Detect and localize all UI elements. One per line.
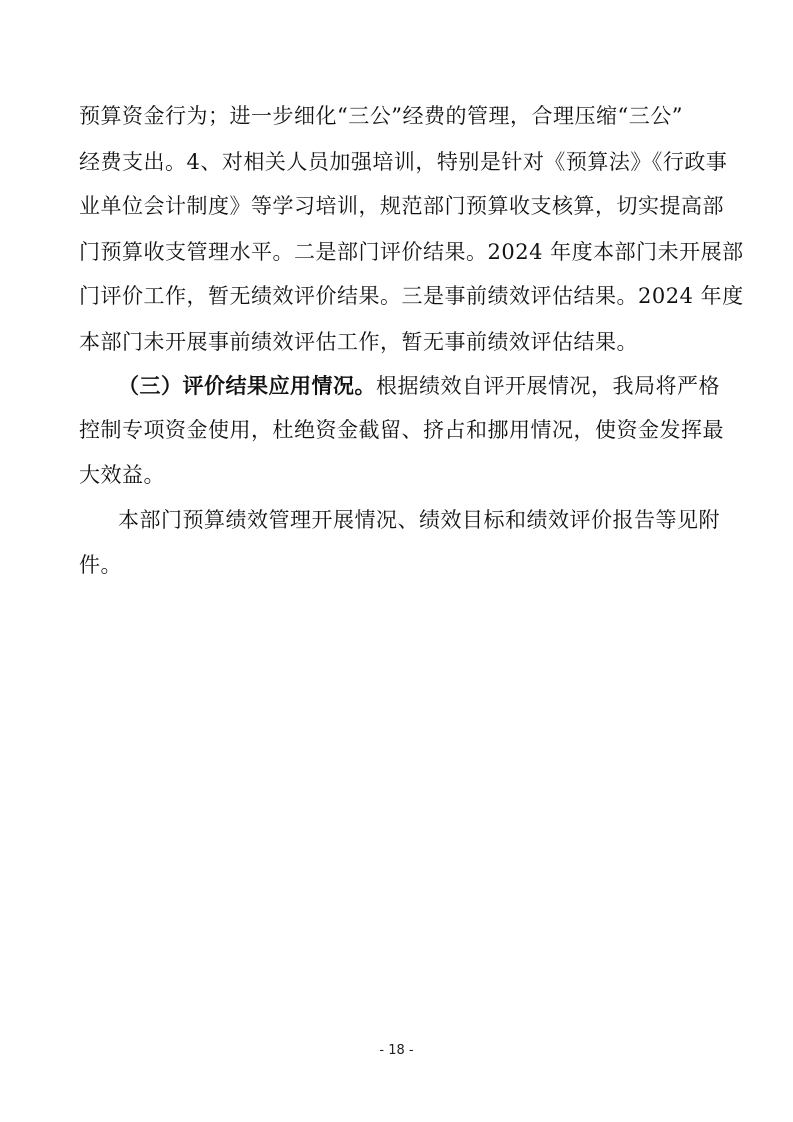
section-heading: （三）评价结果应用情况。 (118, 374, 376, 398)
paragraph-text: 根据绩效自评开展情况，我局将严格 (376, 374, 720, 398)
page-number: - 18 - (379, 1043, 414, 1058)
paragraph-line: 预算资金行为；进一步细化“三公”经费的管理，合理压缩“三公” (79, 104, 683, 128)
paragraph-line: 本部门预算绩效管理开展情况、绩效目标和绩效评价报告等见附 (118, 508, 720, 532)
paragraph-line (118, 374, 720, 398)
paragraph-line: 控制专项资金使用，杜绝资金截留、挤占和挪用情况，使资金发挥最 (79, 418, 724, 442)
paragraph-line: 件。 (79, 553, 122, 577)
paragraph-line: 门评价工作，暂无绩效评价结果。三是事前绩效评估结果。2024 年度 (79, 284, 744, 308)
paragraph-line: 门预算收支管理水平。二是部门评价结果。2024 年度本部门未开展部 (79, 240, 744, 264)
paragraph-line: 经费支出。4、对相关人员加强培训，特别是针对《预算法》《行政事 (79, 150, 728, 174)
paragraph-line: 大效益。 (79, 463, 165, 487)
paragraph-line: 本部门未开展事前绩效评估工作，暂无事前绩效评估结果。 (79, 330, 638, 354)
paragraph-line: 业单位会计制度》等学习培训，规范部门预算收支核算，切实提高部 (79, 194, 724, 218)
